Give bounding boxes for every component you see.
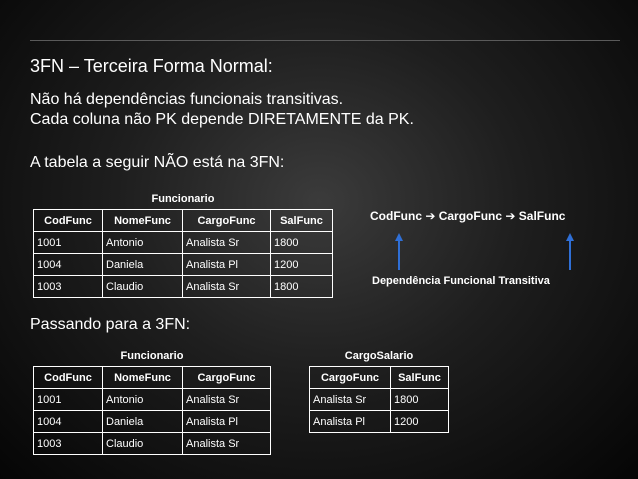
table-cell: 1001 [34, 389, 103, 411]
table-cell: 1200 [391, 411, 449, 433]
table-cell: 1800 [391, 389, 449, 411]
table-cell: Analista Pl [183, 411, 271, 433]
column-header: CargoFunc [183, 367, 271, 389]
column-header: CargoFunc [183, 210, 271, 232]
table-cell: 1004 [34, 411, 103, 433]
column-header: SalFunc [271, 210, 333, 232]
table-cell: 1800 [271, 276, 333, 298]
table-cell: Analista Pl [310, 411, 391, 433]
column-header: SalFunc [391, 367, 449, 389]
cargosalario-table [309, 345, 449, 433]
transitive-dependency-label: Dependência Funcional Transitiva [372, 275, 550, 287]
table-cell: Analista Pl [183, 254, 271, 276]
transitive-dependency-chain: CodFunc ➔ CargoFunc ➔ SalFunc [370, 209, 566, 223]
table-row [310, 389, 449, 411]
intro-text: A tabela a seguir NÃO está na 3FN: [30, 154, 285, 171]
table-cell: Analista Sr [183, 389, 271, 411]
definition-line-2: Cada coluna não PK depende DIRETAMENTE da PK. [30, 111, 414, 128]
table-cell: Antonio [103, 232, 183, 254]
table-cell: Claudio [103, 433, 183, 455]
table-cell: Antonio [103, 389, 183, 411]
table-cell: Analista Sr [183, 232, 271, 254]
table-cell: Daniela [103, 254, 183, 276]
definition-line-1: Não há dependências funcionais transitivas. [30, 91, 344, 108]
table-cell: 1200 [271, 254, 333, 276]
column-header: CodFunc [34, 367, 103, 389]
table-cell: 1003 [34, 276, 103, 298]
transition-text: Passando para a 3FN: [30, 316, 191, 333]
table-cell: Daniela [103, 411, 183, 433]
table-caption: Funcionario [34, 188, 333, 210]
slide-title: 3FN – Terceira Forma Normal: [30, 56, 273, 76]
table-row [34, 411, 271, 433]
table-cell: Analista Sr [183, 276, 271, 298]
table-caption: Funcionario [34, 345, 271, 367]
table-cell: 1004 [34, 254, 103, 276]
table-cell: Claudio [103, 276, 183, 298]
table-caption: CargoSalario [310, 345, 449, 367]
table-cell: Analista Sr [183, 433, 271, 455]
table-cell: Analista Sr [310, 389, 391, 411]
table-row [34, 389, 271, 411]
column-header: CargoFunc [310, 367, 391, 389]
table-row [310, 411, 449, 433]
column-header: NomeFunc [103, 210, 183, 232]
table-cell: 1003 [34, 433, 103, 455]
column-header: NomeFunc [103, 367, 183, 389]
funcionario-table-3fn [33, 345, 271, 455]
table-cell: 1001 [34, 232, 103, 254]
table-row [34, 433, 271, 455]
table-cell: 1800 [271, 232, 333, 254]
column-header: CodFunc [34, 210, 103, 232]
